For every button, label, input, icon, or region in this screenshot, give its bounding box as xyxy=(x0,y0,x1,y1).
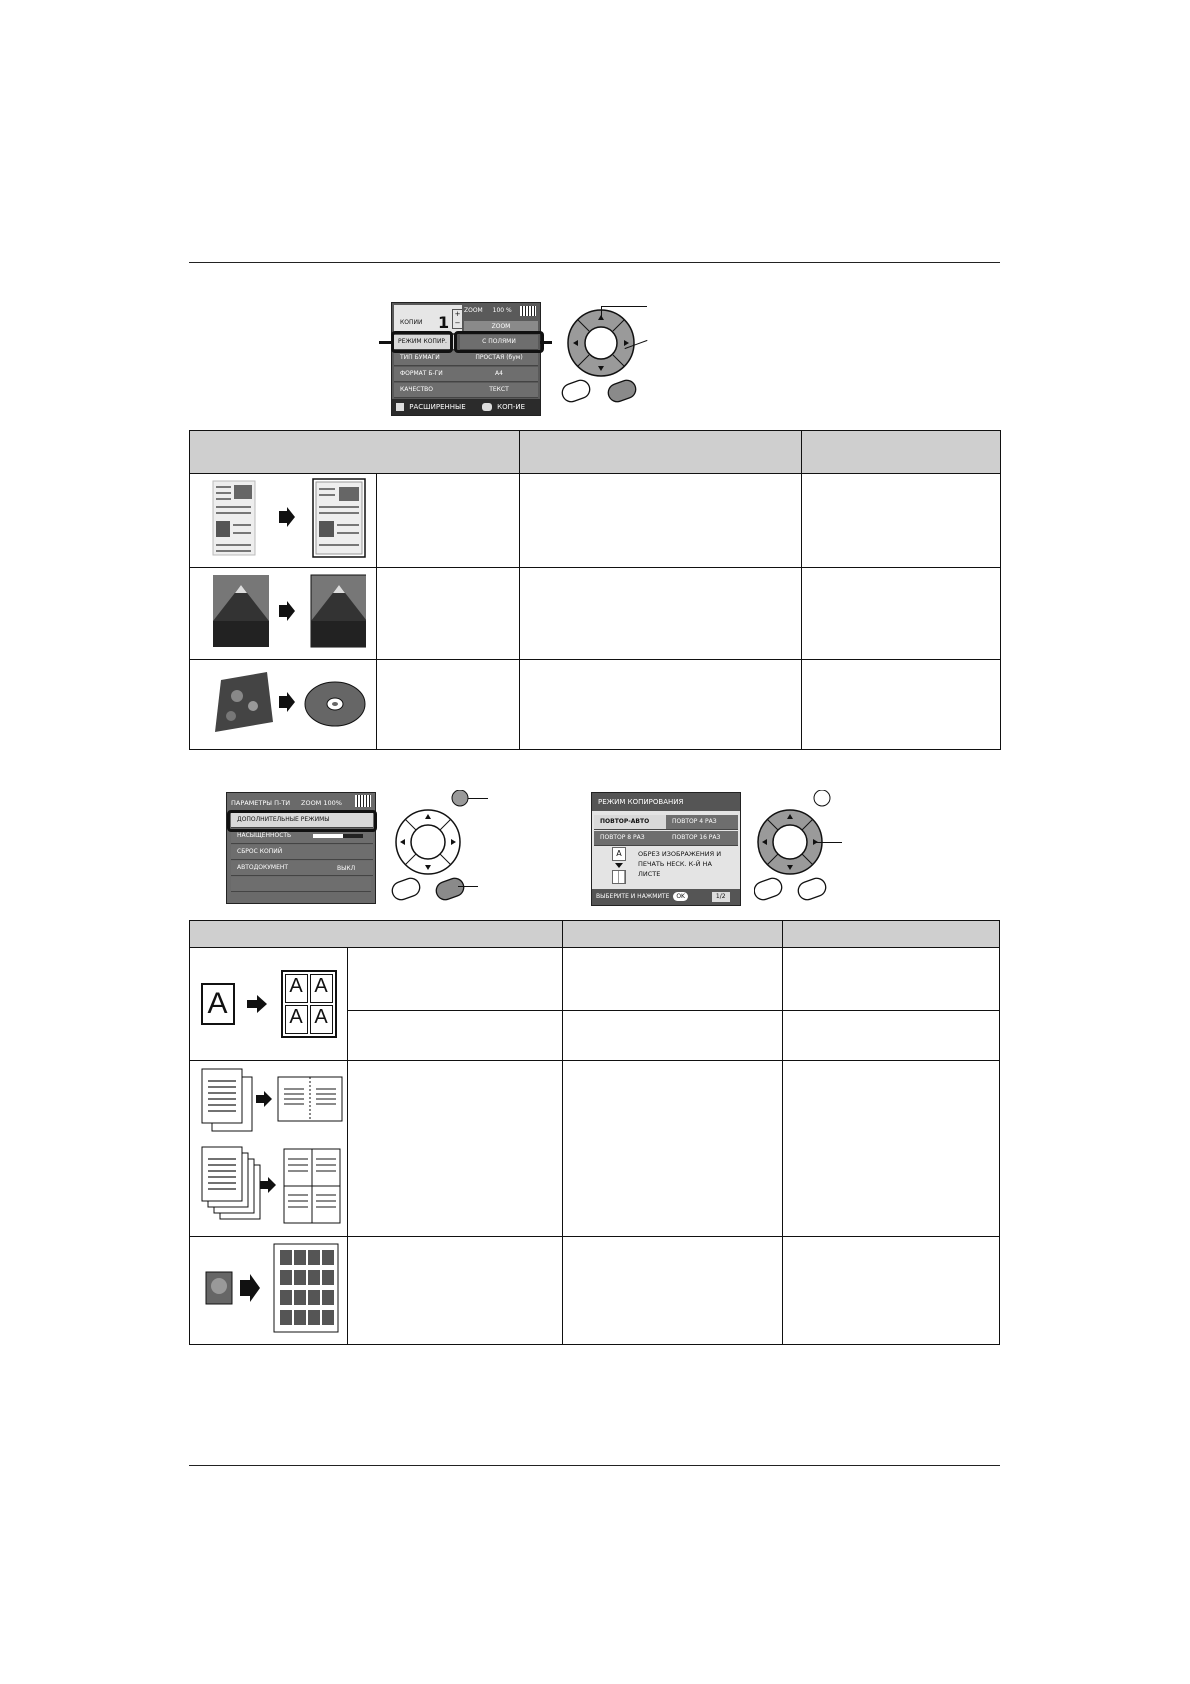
menu-item-saturation[interactable]: НАСЫЩЕННОСТЬ xyxy=(231,829,373,844)
cell xyxy=(563,1237,783,1345)
illustration-repeat-copy xyxy=(190,948,348,1061)
zoom-button[interactable]: ZOOM xyxy=(464,321,538,333)
footer-instruction: ВЫБЕРИТЕ И НАЖМИТЕ xyxy=(596,893,670,900)
table-row xyxy=(190,568,1001,660)
illustration-sticker-repeat xyxy=(190,1237,348,1345)
tile-a: A xyxy=(285,974,308,1003)
leader-line-2a xyxy=(468,798,488,799)
option-repeat-4[interactable]: ПОВТОР 4 РАЗ xyxy=(666,815,738,830)
copies-label: КОПИИ xyxy=(400,319,423,326)
ink-level-icon xyxy=(355,795,371,807)
illustration-cd-print xyxy=(190,660,377,750)
lcd-screen-settings xyxy=(226,792,376,904)
row-paper-type-value[interactable]: ПРОСТАЯ (бум) xyxy=(460,351,538,366)
table-header xyxy=(190,431,1001,474)
cell xyxy=(802,474,1001,568)
ink-level-icon xyxy=(520,306,536,316)
auto-document-value: ВЫКЛ xyxy=(337,865,356,872)
table-row xyxy=(190,474,1001,568)
cell xyxy=(802,568,1001,660)
cell xyxy=(783,1061,1000,1237)
row-quality-value[interactable]: ТЕКСТ xyxy=(460,383,538,398)
cell xyxy=(520,660,802,750)
option-repeat-8[interactable]: ПОВТОР 8 РАЗ xyxy=(594,831,670,846)
illustration-border-to-borderless xyxy=(190,474,377,568)
ok-badge[interactable]: OK xyxy=(673,892,688,901)
down-arrow-icon xyxy=(615,863,623,868)
menu-item-additional-modes[interactable]: ДОПОЛНИТЕЛЬНЫЕ РЕЖИМЫ xyxy=(231,813,373,828)
cell xyxy=(802,660,1001,750)
copies-box xyxy=(394,305,462,333)
mountain-photo-illustration xyxy=(201,571,366,651)
cell xyxy=(377,474,520,568)
table-header xyxy=(190,921,1000,948)
option-repeat-auto[interactable]: ПОВТОР-АВТО xyxy=(594,815,670,830)
nav-pad-3[interactable] xyxy=(754,790,854,905)
header-cell-1 xyxy=(190,431,520,474)
illustration-multipage xyxy=(190,1061,348,1237)
copy-label: КОП-ИЕ xyxy=(497,403,526,411)
lcd-screen-copy-mode xyxy=(591,792,741,906)
repeat-illustration xyxy=(191,970,346,1038)
cell xyxy=(377,660,520,750)
cell xyxy=(783,1237,1000,1345)
cell xyxy=(783,1011,1000,1061)
header-rule xyxy=(189,262,1000,263)
cell xyxy=(563,1061,783,1237)
illustration-photo-copy xyxy=(190,568,377,660)
nav-pad-2[interactable] xyxy=(390,790,490,905)
photo-to-cd-illustration xyxy=(201,666,366,738)
callout-line-right xyxy=(540,341,552,344)
table-row xyxy=(190,1237,1000,1345)
cell xyxy=(563,1011,783,1061)
cell xyxy=(377,568,520,660)
advanced-icon xyxy=(396,403,404,411)
row-paper-size-label[interactable]: ФОРМАТ Б-ГИ xyxy=(394,367,460,382)
tile-a: A xyxy=(310,1005,333,1034)
photo-repeat-illustration xyxy=(194,1240,344,1336)
highlight-copy-mode-value xyxy=(454,331,544,353)
cell xyxy=(520,568,802,660)
menu-item-empty xyxy=(231,877,371,892)
header-cell-1 xyxy=(190,921,563,948)
leader-line-up-v xyxy=(601,306,602,318)
copies-value[interactable]: 1 xyxy=(438,313,450,332)
lcd-footer xyxy=(392,399,540,415)
saturation-bar xyxy=(313,834,363,838)
advanced-label: РАСШИРЕННЫЕ xyxy=(409,403,466,411)
cell xyxy=(348,948,563,1011)
tile-a: A xyxy=(285,1005,308,1034)
settings-title: ПАРАМЕТРЫ П-ТИ xyxy=(231,799,291,807)
cell xyxy=(783,948,1000,1011)
header-cell-3 xyxy=(802,431,1001,474)
nav-pad-1[interactable] xyxy=(560,300,660,410)
copy-mode-footer xyxy=(592,889,740,905)
cell xyxy=(563,948,783,1011)
row-quality-label[interactable]: КАЧЕСТВО xyxy=(394,383,460,398)
tile-a: A xyxy=(310,974,333,1003)
copy-icon xyxy=(482,403,492,411)
settings-zoom: ZOOM 100% xyxy=(301,799,342,807)
header-cell-3 xyxy=(783,921,1000,948)
tile-single: A xyxy=(612,847,626,861)
callout-line-left xyxy=(379,341,391,344)
table-row xyxy=(190,1061,1000,1237)
tile-grid xyxy=(612,870,626,884)
single-a-tile: A xyxy=(201,983,235,1025)
copy-mode-table xyxy=(189,430,1001,750)
four-a-tiles xyxy=(281,970,337,1038)
page-indicator: 1/2 xyxy=(712,892,730,902)
bordered-page-illustration xyxy=(201,477,366,559)
copy-mode-title: РЕЖИМ КОПИРОВАНИЯ xyxy=(592,793,740,811)
zoom-label: ZOOM xyxy=(464,307,483,314)
highlight-additional-modes xyxy=(227,810,377,832)
row-copy-mode-label[interactable]: РЕЖИМ КОПИР. xyxy=(394,335,456,350)
repeat-preview-icon xyxy=(612,847,626,887)
copies-stepper[interactable]: + − xyxy=(452,309,463,329)
row-paper-type-label[interactable]: ТИП БУМАГИ xyxy=(394,351,460,366)
leader-line-2b xyxy=(458,886,478,887)
right-arrow-icon xyxy=(243,994,273,1014)
menu-item-auto-document[interactable]: АВТОДОКУМЕНТ xyxy=(231,861,373,876)
header-cell-2 xyxy=(563,921,783,948)
leader-line-3 xyxy=(816,842,842,843)
leader-line-up xyxy=(601,306,647,307)
footer-rule xyxy=(189,1465,1000,1466)
cell xyxy=(348,1237,563,1345)
cell xyxy=(348,1061,563,1237)
highlight-copy-mode-label xyxy=(391,331,453,353)
menu-item-reset-copies[interactable]: СБРОС КОПИЙ xyxy=(231,845,373,860)
row-paper-size-value[interactable]: A4 xyxy=(460,367,538,382)
multi-page-illustration xyxy=(194,1063,344,1229)
additional-modes-table xyxy=(189,920,1000,1345)
zoom-readout xyxy=(464,307,512,314)
option-repeat-16[interactable]: ПОВТОР 16 РАЗ xyxy=(666,831,738,846)
cell xyxy=(348,1011,563,1061)
zoom-value: 100 % xyxy=(492,307,512,314)
copy-mode-description: ОБРЕЗ ИЗОБРАЖЕНИЯ И ПЕЧАТЬ НЕСК. К-Й НА ЛИСТЕ xyxy=(638,850,722,878)
cell xyxy=(520,474,802,568)
row-copy-mode-value[interactable]: С ПОЛЯМИ xyxy=(460,335,538,350)
header-cell-2 xyxy=(520,431,802,474)
table-row xyxy=(190,948,1000,1011)
table-row xyxy=(190,660,1001,750)
lcd-screen-copy xyxy=(391,302,541,416)
